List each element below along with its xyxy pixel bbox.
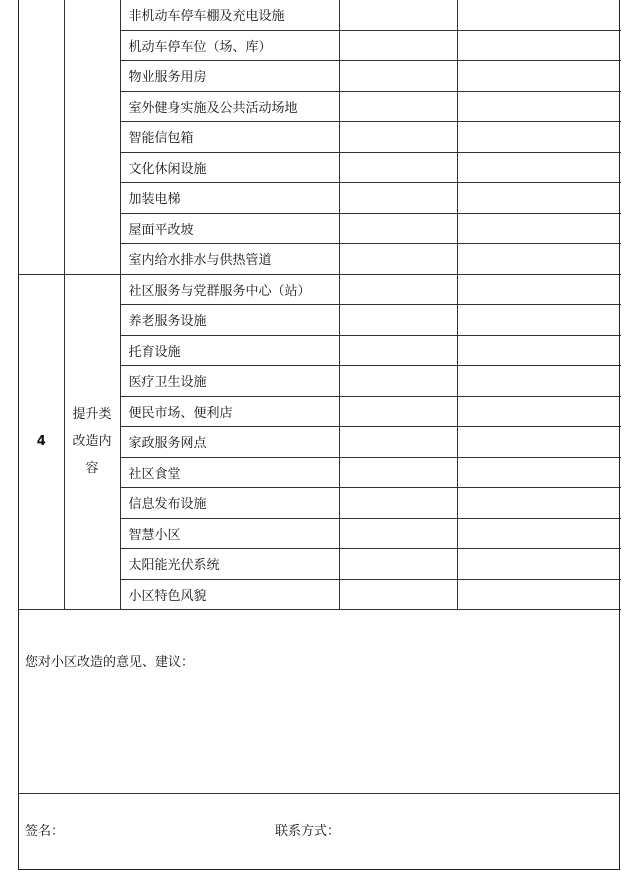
choice-cell[interactable] [339,396,457,427]
choice-cell[interactable] [339,213,457,244]
remark-cell[interactable] [457,579,621,610]
item-label: 屋面平改坡 [120,213,339,244]
item-label: 室外健身实施及公共活动场地 [120,91,339,122]
contact-label: 联系方式： [275,824,341,839]
item-label: 家政服务网点 [120,427,339,458]
item-label: 托育设施 [120,335,339,366]
category-line: 改造内 [72,434,112,450]
remark-cell[interactable] [457,457,621,488]
remark-cell[interactable] [457,335,621,366]
group4-category [64,274,120,610]
table-row [19,0,621,30]
choice-cell[interactable] [339,30,457,61]
choice-cell[interactable] [339,579,457,610]
remark-cell[interactable] [457,122,621,153]
remark-cell[interactable] [457,366,621,397]
item-label: 非机动车停车棚及充电设施 [120,0,339,30]
item-label: 信息发布设施 [120,488,339,519]
choice-cell[interactable] [339,335,457,366]
remark-cell[interactable] [457,396,621,427]
item-label: 便民市场、便利店 [120,396,339,427]
choice-cell[interactable] [339,244,457,275]
choice-cell[interactable] [339,183,457,214]
item-label: 文化休闲设施 [120,152,339,183]
opinion-section[interactable] [19,633,619,794]
remark-cell[interactable] [457,91,621,122]
group4-number: 4 [19,274,64,610]
item-label: 加装电梯 [120,183,339,214]
item-label: 养老服务设施 [120,305,339,336]
remark-cell[interactable] [457,427,621,458]
signature-section [19,794,619,870]
remark-cell[interactable] [457,244,621,275]
remark-cell[interactable] [457,305,621,336]
remark-cell[interactable] [457,0,621,30]
item-label: 机动车停车位（场、库） [120,30,339,61]
signature-label: 签名： [25,824,65,839]
choice-cell[interactable] [339,488,457,519]
choice-cell[interactable] [339,305,457,336]
choice-cell[interactable] [339,274,457,305]
choice-cell[interactable] [339,0,457,30]
item-label: 太阳能光伏系统 [120,549,339,580]
opinion-label: 您对小区改造的意见、建议： [25,655,195,670]
item-label: 智能信包箱 [120,122,339,153]
choice-cell[interactable] [339,61,457,92]
remark-cell[interactable] [457,549,621,580]
group3-number-cell [19,0,64,274]
choice-cell[interactable] [339,91,457,122]
renovation-items-table [19,0,621,610]
remark-cell[interactable] [457,274,621,305]
category-line: 容 [85,461,99,477]
item-label: 室内给水排水与供热管道 [120,244,339,275]
choice-cell[interactable] [339,152,457,183]
choice-cell[interactable] [339,549,457,580]
remark-cell[interactable] [457,518,621,549]
choice-cell[interactable] [339,457,457,488]
remark-cell[interactable] [457,213,621,244]
choice-cell[interactable] [339,366,457,397]
item-label: 医疗卫生设施 [120,366,339,397]
survey-form [18,0,620,870]
item-label: 智慧小区 [120,518,339,549]
category-line: 提升类 [72,407,112,423]
remark-cell[interactable] [457,488,621,519]
choice-cell[interactable] [339,122,457,153]
item-label: 社区食堂 [120,457,339,488]
remark-cell[interactable] [457,183,621,214]
item-label: 物业服务用房 [120,61,339,92]
choice-cell[interactable] [339,518,457,549]
item-label: 小区特色风貌 [120,579,339,610]
remark-cell[interactable] [457,61,621,92]
item-label: 社区服务与党群服务中心（站） [120,274,339,305]
table-row [19,274,621,305]
group3-category-cell [64,0,120,274]
remark-cell[interactable] [457,30,621,61]
remark-cell[interactable] [457,152,621,183]
choice-cell[interactable] [339,427,457,458]
